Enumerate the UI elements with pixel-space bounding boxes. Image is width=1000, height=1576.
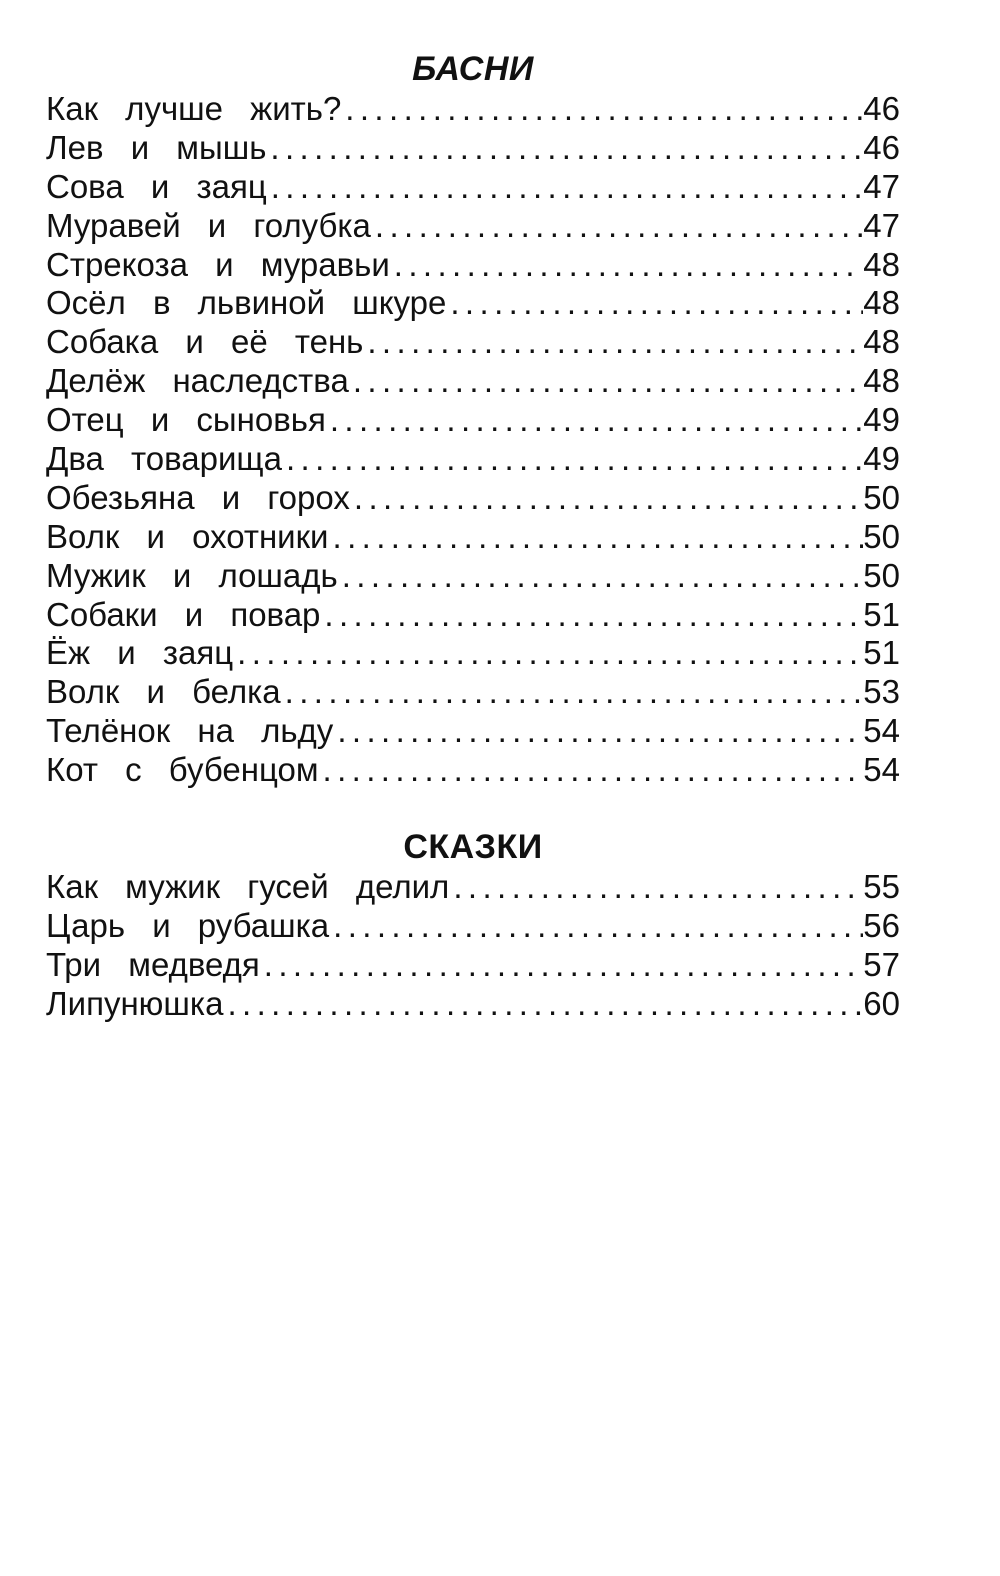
toc-entry-title: Муравей и голубка [46, 206, 371, 244]
toc-entry-page: 48 [863, 245, 900, 283]
toc-entry[interactable] [46, 673, 900, 712]
toc-entry-title: Лев и мышь [46, 128, 267, 166]
toc-entry-page: 50 [863, 478, 900, 516]
toc-entry[interactable] [46, 712, 900, 751]
dot-leader [326, 401, 863, 440]
toc-entry[interactable] [46, 907, 900, 946]
dot-leader [338, 557, 864, 596]
toc-entry-page: 54 [863, 712, 900, 750]
toc-entry-page: 48 [863, 284, 900, 322]
dot-leader [266, 129, 863, 168]
dot-leader [350, 479, 863, 518]
toc-entry-page: 46 [863, 90, 900, 127]
toc-entry-page: 50 [863, 517, 900, 555]
toc-entry-title: Делёж наследства [46, 362, 349, 400]
toc-entry-page: 51 [863, 634, 900, 672]
dot-leader [349, 362, 863, 401]
dot-leader [333, 712, 863, 751]
toc-entry[interactable] [46, 440, 900, 479]
toc-list-skazki [46, 868, 900, 1024]
dot-leader [329, 518, 864, 557]
toc-entry-page: 48 [863, 323, 900, 361]
toc-entry-page: 55 [863, 868, 900, 905]
toc-entry-title: Собаки и повар [46, 595, 321, 633]
toc-entry-page: 46 [863, 128, 900, 166]
toc-entry-title: Отец и сыновья [46, 401, 326, 439]
section-title-basni: БАСНИ [412, 50, 534, 88]
toc-entry[interactable] [46, 401, 900, 440]
dot-leader [371, 207, 863, 246]
dot-leader [282, 440, 863, 479]
dot-leader [260, 946, 864, 985]
toc-entry-page: 47 [863, 206, 900, 244]
toc-entry-title: Сова и заяц [46, 167, 267, 205]
section-basni [46, 48, 900, 790]
toc-entry[interactable] [46, 946, 900, 985]
dot-leader [281, 673, 864, 712]
dot-leader [446, 284, 863, 323]
toc-entry-title: Обезьяна и горох [46, 478, 350, 516]
toc-entry-page: 47 [863, 167, 900, 205]
toc-entry[interactable] [46, 479, 900, 518]
toc-entry[interactable] [46, 284, 900, 323]
toc-entry-title: Три медведя [46, 945, 260, 983]
toc-entry[interactable] [46, 985, 900, 1024]
toc-entry[interactable] [46, 90, 900, 129]
toc-entry[interactable] [46, 751, 900, 790]
toc-entry-page: 49 [863, 401, 900, 439]
toc-entry-title: Волк и белка [46, 673, 281, 711]
dot-leader [341, 90, 863, 129]
dot-leader [319, 751, 864, 790]
toc-entry-title: Два товарища [46, 440, 282, 478]
dot-leader [363, 323, 863, 362]
toc-entry[interactable] [46, 168, 900, 207]
toc-entry-title: Ёж и заяц [46, 634, 234, 672]
toc-entry-title: Липунюшка [46, 984, 224, 1022]
toc-entry[interactable] [46, 246, 900, 285]
toc-entry[interactable] [46, 323, 900, 362]
toc-entry[interactable] [46, 518, 900, 557]
dot-leader [223, 985, 863, 1024]
toc-entry-page: 48 [863, 362, 900, 400]
section-title-skazki: СКАЗКИ [403, 828, 543, 866]
toc-entry-page: 51 [863, 595, 900, 633]
toc-entry-title: Кот с бубенцом [46, 751, 319, 789]
toc-entry-title: Царь и рубашка [46, 906, 330, 944]
dot-leader [320, 596, 863, 635]
toc-entry-page: 54 [863, 751, 900, 789]
toc-entry-title: Как мужик гусей делил [46, 868, 450, 905]
toc-entry-page: 56 [863, 906, 900, 944]
dot-leader [390, 246, 864, 285]
toc-entry[interactable] [46, 129, 900, 168]
dot-leader [233, 634, 863, 673]
toc-entry[interactable] [46, 362, 900, 401]
toc-entry-title: Волк и охотники [46, 517, 329, 555]
section-skazki [46, 826, 900, 1024]
toc-entry-title: Как лучше жить? [46, 90, 342, 127]
toc-list-basni [46, 90, 900, 790]
dot-leader [449, 868, 863, 907]
toc-entry-title: Стрекоза и муравьи [46, 245, 390, 283]
dot-leader [329, 907, 863, 946]
toc-entry-page: 49 [863, 440, 900, 478]
toc-entry[interactable] [46, 596, 900, 635]
toc-entry[interactable] [46, 207, 900, 246]
toc-entry-page: 53 [863, 673, 900, 711]
toc-entry-page: 60 [863, 984, 900, 1022]
toc-entry-title: Телёнок на льду [46, 712, 334, 750]
toc-entry-title: Мужик и лошадь [46, 556, 338, 594]
dot-leader [267, 168, 864, 207]
toc-entry-title: Осёл в львиной шкуре [46, 284, 447, 322]
toc-entry-page: 57 [863, 945, 900, 983]
toc-entry[interactable] [46, 634, 900, 673]
toc-entry[interactable] [46, 557, 900, 596]
toc-entry[interactable] [46, 868, 900, 907]
toc-entry-page: 50 [863, 556, 900, 594]
toc-entry-title: Собака и её тень [46, 323, 364, 361]
